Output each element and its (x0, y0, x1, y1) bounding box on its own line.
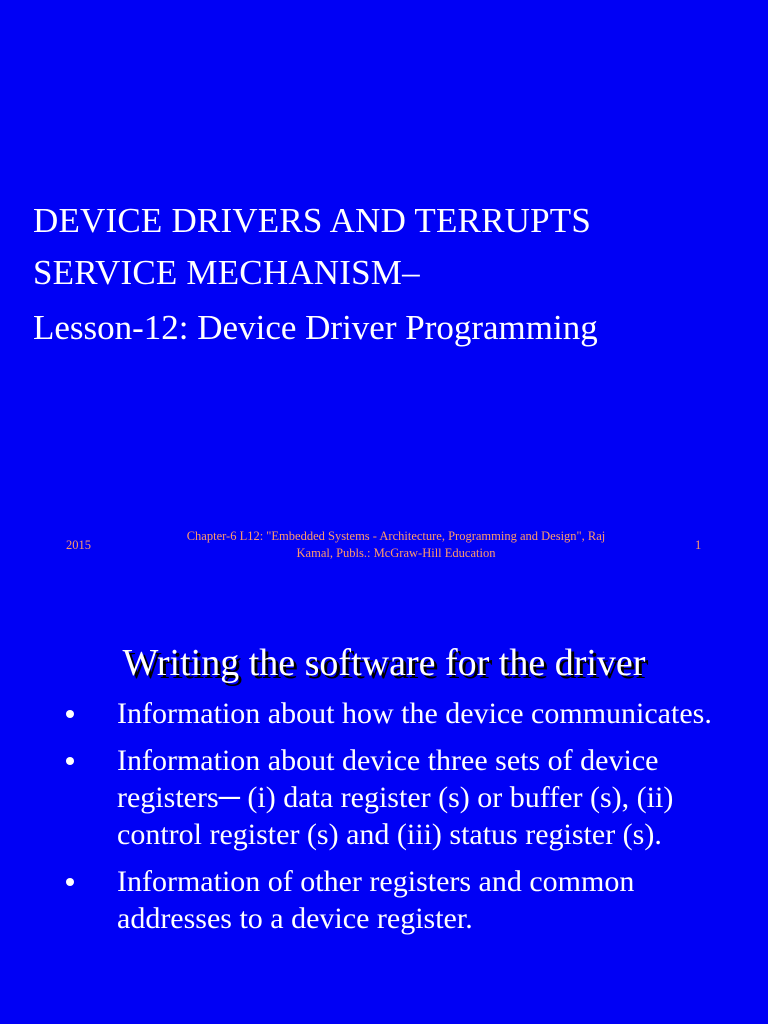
footer-citation: Chapter-6 L12: "Embedded Systems - Architecture, Programming and Design", Raj Kamal, Publs.: McGraw-Hill Education (186, 529, 606, 560)
slide-2-title: Writing the software for the driver (122, 642, 646, 684)
bullet-dot-icon (66, 878, 74, 886)
bullet-item (0, 863, 768, 937)
bullet-list (0, 695, 768, 947)
bullet-text: Information about device three sets of device registers─ (i) data register (s) or buffer (s), (ii) control register (s) and (iii) status register (s). (117, 744, 674, 851)
slide-title-line-1: DEVICE DRIVERS AND TERRUPTS (33, 201, 591, 240)
bullet-item (0, 742, 768, 853)
bullet-text: Information of other registers and common addresses to a device register. (117, 865, 635, 935)
bullet-dot-icon (66, 757, 74, 765)
slide-subtitle: Lesson-12: Device Driver Programming (33, 308, 598, 347)
footer-page-number: 1 (695, 538, 702, 552)
slide-title-line-2: SERVICE MECHANISM– (33, 253, 420, 292)
footer-year: 2015 (66, 538, 91, 552)
bullet-dot-icon (66, 710, 74, 718)
bullet-text: Information about how the device communicates. (117, 697, 712, 730)
bullet-item (0, 695, 768, 732)
